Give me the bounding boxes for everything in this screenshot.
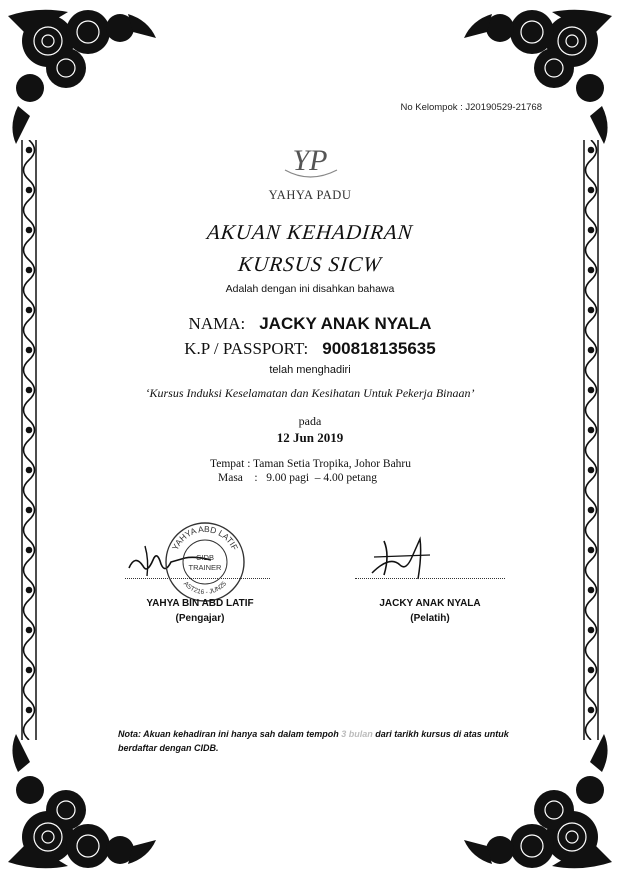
stamp-top-text: YAHYA ABD LATIF — [169, 523, 241, 552]
logo-monogram: YP — [292, 144, 328, 177]
intro-text: Adalah dengan ini disahkan bahawa — [225, 283, 395, 295]
course-date: 12 Jun 2019 — [276, 430, 344, 445]
trainee-signature — [370, 535, 440, 580]
on-text: pada — [298, 414, 322, 428]
cidb-trainer-stamp — [163, 520, 247, 604]
note-text-part2: dari tarikh kursus di atas untuk berdaftar dengan CIDB. — [118, 729, 509, 753]
certificate-subtitle: KURSUS SICW — [237, 252, 384, 276]
stamp-bottom-text: AST216 - JUN25 — [181, 580, 229, 597]
note-validity-period: 3 bulan — [341, 729, 373, 739]
stamp-trainer-text: TRAINER — [188, 563, 222, 572]
svg-text:AST216 - JUN25 — [182, 580, 228, 596]
corner-flower-top-right — [462, 6, 612, 146]
participant-id: 900818135635 — [322, 339, 436, 358]
course-title: ‘Kursus Induksi Keselamatan dan Kesihatan Untuk Pekerja Binaan’ — [145, 386, 475, 400]
participant-id-row — [0, 339, 620, 359]
trainer-signature-line — [125, 578, 270, 579]
logo-name: YAHYA PADU — [268, 188, 352, 202]
attended-text: telah menghadiri — [269, 364, 351, 376]
trainee-role: (Pelatih) — [410, 613, 450, 624]
validity-note — [118, 727, 538, 755]
participant-name-row — [0, 314, 620, 334]
participant-name: JACKY ANAK NYALA — [259, 314, 432, 333]
trainee-name: JACKY ANAK NYALA — [379, 598, 481, 609]
trainer-name: YAHYA BIN ABD LATIF — [146, 598, 254, 609]
name-label: NAMA: — [188, 314, 246, 333]
svg-text:YAHYA ABD LATIF — [170, 524, 240, 552]
trainee-signature-line — [355, 578, 505, 579]
corner-flower-top-left — [8, 6, 158, 146]
trainer-role: (Pengajar) — [175, 613, 225, 624]
reference-number: No Kelompok : J20190529-21768 — [400, 102, 542, 113]
venue-text: Tempat : Taman Setia Tropika, Johor Bahru — [210, 458, 412, 470]
id-label: K.P / PASSPORT: — [184, 339, 309, 358]
certificate-title: AKUAN KEHADIRAN — [205, 220, 415, 244]
time-text: Masa : 9.00 pagi – 4.00 petang — [218, 472, 378, 484]
note-text-part1: Nota: Akuan kehadiran ini hanya sah dalam tempoh — [118, 729, 342, 739]
stamp-cidb-text: CIDB — [196, 553, 214, 562]
